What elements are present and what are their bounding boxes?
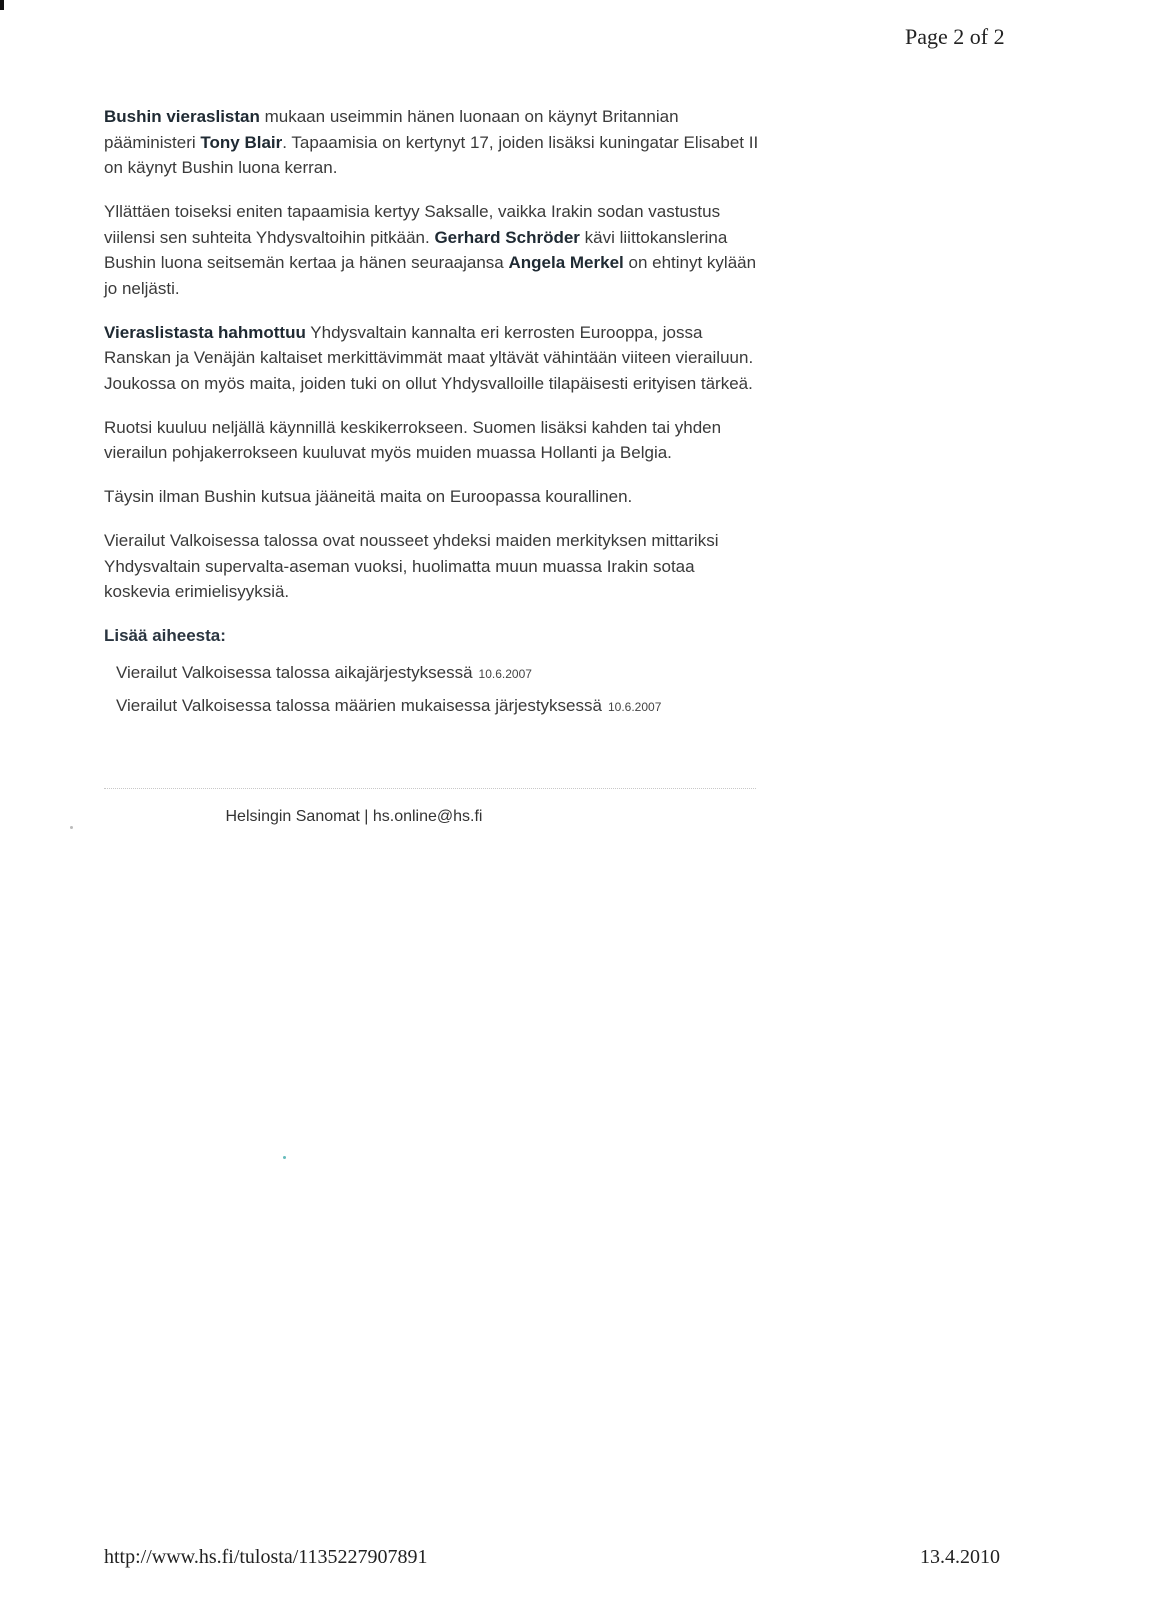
related-link-date: 10.6.2007 (478, 666, 532, 681)
paragraph: Ruotsi kuuluu neljällä käynnillä keskikerrokseen. Suomen lisäksi kahden tai yhden vierailun pohjakerrokseen kuuluvat myös muiden muassa Hollanti ja Belgia. (104, 417, 722, 462)
related-link[interactable]: Vierailut Valkoisessa talossa aikajärjestyksessä 10.6.2007 (116, 662, 532, 682)
paragraph: Täysin ilman Bushin kutsua jääneitä maita on Euroopassa kourallinen. (104, 487, 633, 506)
paragraph: Vierailut Valkoisessa talossa ovat nousseet yhdeksi maiden merkityksen mittariksi Yhdysvaltain supervalta-aseman vuoksi, huolimatta muun muassa Irakin sotaa koskevia erimielisyyksiä. (104, 531, 719, 601)
publisher-footer: Helsingin Sanomat | hs.online@hs.fi (225, 808, 483, 825)
scan-edge-mark (0, 0, 4, 10)
article-body (104, 104, 764, 723)
related-link-date: 10.6.2007 (607, 699, 662, 714)
person-name: Tony Blair (200, 132, 283, 152)
paragraph: Bushin vieraslistan mukaan useimmin hänen luonaan on käynyt Britannian pääministeri Tony Blair. Tapaamisia on kertynyt 17, joiden lisäksi kuningatar Elisabet II on käynyt Bushin luona kerran. (104, 107, 759, 177)
scan-speck (70, 826, 73, 829)
print-date: 13.4.2010 (920, 1546, 1000, 1568)
bold-lead: Vieraslistasta hahmottuu (104, 322, 306, 342)
scan-speck (283, 1156, 286, 1159)
related-link[interactable]: Vierailut Valkoisessa talossa määrien mukaisessa järjestyksessä 10.6.2007 (116, 695, 662, 715)
page-number: Page 2 of 2 (905, 24, 1005, 49)
bold-lead: Bushin vieraslistan (104, 107, 260, 126)
person-name: Angela Merkel (508, 253, 624, 272)
related-heading: Lisää aiheesta: (104, 626, 226, 645)
paragraph: Yllättäen toiseksi eniten tapaamisia kertyy Saksalle, vaikka Irakin sodan vastustus viilensi sen suhteita Yhdysvaltoihin pitkään. Gerhard Schröder kävi liittokanslerina Bushin luona seitsemän kertaa ja hänen seuraajansa Angela Merkel on ehtinyt kylään jo neljästi. (104, 202, 757, 298)
person-name: Gerhard Schröder (434, 227, 580, 247)
footer-divider (104, 788, 756, 789)
paragraph: Vieraslistasta hahmottuu Yhdysvaltain kannalta eri kerrosten Eurooppa, jossa Ranskan ja Venäjän kaltaiset merkittävimmät maat yltävät vähintään viiteen vierailuun. Joukossa on myös maita, joiden tuki on ollut Yhdysvalloille tilapäisesti erityisen tärkeä. (104, 322, 754, 393)
print-url: http://www.hs.fi/tulosta/1135227907891 (104, 1546, 428, 1568)
